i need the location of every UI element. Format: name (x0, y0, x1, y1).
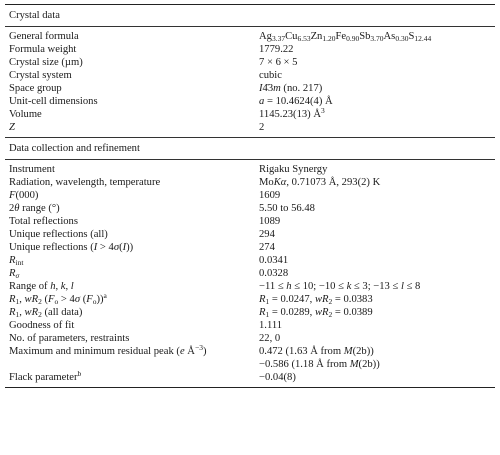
table-row (5, 345, 495, 358)
section-heading-crystal-data (5, 5, 495, 26)
table-row (5, 69, 495, 82)
space-group-value: I4̄3m (no. 217) (259, 83, 323, 94)
row-value: 2 (259, 122, 265, 133)
row-label: $R_{int}$ (9, 255, 24, 267)
crystal-data-heading: Crystal data (9, 10, 60, 21)
row-value: 1779.22 (259, 44, 294, 55)
table-row (5, 163, 495, 176)
row-label: Volume (9, 109, 42, 120)
residual-peak-max-value: 0.472 (1.63 Å from M(2b)) (259, 346, 374, 357)
table-row (5, 215, 495, 228)
row-value: 294 (259, 229, 275, 240)
row-label: Range of h, k, l (9, 281, 74, 292)
table-row (5, 176, 495, 189)
row-value: 1609 (259, 190, 281, 201)
row-label: Unit-cell dimensions (9, 96, 98, 107)
table-row (5, 267, 495, 280)
table-row (5, 254, 495, 267)
general-formula-value: $Ag_{3.37}Cu_{6.53}Zn_{1.20}Fe_{0.90}Sb_{3.70}As_{0.30}S_{12.44}$ (259, 31, 432, 43)
table-row (5, 228, 495, 241)
row-label: 2θ range (°) (9, 203, 60, 214)
bottom-rule (5, 387, 495, 388)
row-value: 5.50 to 56.48 (259, 203, 315, 214)
row-value: 1.111 (259, 320, 283, 331)
row-value: cubic (259, 70, 282, 81)
table-row (5, 306, 495, 319)
volume-value: 1145.23(13) $Å^3$ (259, 106, 325, 120)
radiation-value: MoKα, 0.71073 Å, 293(2) K (259, 177, 381, 188)
row-value: 1089 (259, 216, 281, 227)
table-row (5, 241, 495, 254)
residual-peak-min-value: −0.586 (1.18 Å from M(2b)) (259, 359, 380, 370)
r-value: $R_1 = 0.0247$, $wR_2 = 0.0383$ (259, 294, 373, 306)
row-label: No. of parameters, restraints (9, 333, 130, 344)
row-label: Z (9, 122, 15, 133)
row-label: Goodness of fit (9, 320, 75, 331)
row-label: Radiation, wavelength, temperature (9, 177, 161, 188)
row-label: Flack parameter$^b$ (9, 369, 82, 383)
row-label: Total reflections (9, 216, 78, 227)
section-heading-data-collection (5, 138, 495, 159)
row-value: 274 (259, 242, 275, 253)
row-label: Formula weight (9, 44, 77, 55)
table-row (5, 189, 495, 202)
table-row (5, 56, 495, 69)
row-label: Instrument (9, 164, 55, 175)
table-row (5, 332, 495, 345)
table-row (5, 202, 495, 215)
table-row (5, 43, 495, 56)
row-label: Unique reflections (all) (9, 229, 108, 240)
row-label: $R_1$, $wR_2$ ($F_o > 4\sigma$ $(F_o))^a$ (9, 291, 107, 306)
table-row (5, 95, 495, 108)
unit-cell-value: a = 10.4624(4) Å (259, 96, 333, 107)
row-value: 0.0341 (259, 255, 289, 266)
row-value: 7 × 6 × 5 (259, 57, 298, 68)
data-collection-heading: Data collection and refinement (9, 143, 140, 154)
table-row (5, 30, 495, 43)
table-row (5, 121, 495, 134)
table-row (5, 82, 495, 95)
row-value: Rigaku Synergy (259, 164, 328, 175)
table-row (5, 280, 495, 293)
row-value: −0.04(8) (259, 372, 296, 383)
crystal-data-table (5, 4, 495, 388)
row-value: 0.0328 (259, 268, 289, 279)
table-row (5, 108, 495, 121)
row-label: Maximum and minimum residual peak (e $Å^{-3}$) (9, 343, 207, 357)
row-label: Space group (9, 83, 62, 94)
row-label: $R_1$, $wR_2$ (all data) (9, 307, 83, 319)
table-row (5, 319, 495, 332)
row-label: $R_\sigma$ (9, 268, 20, 280)
row-value: 22, 0 (259, 333, 281, 344)
table-row (5, 371, 495, 384)
row-label: Crystal size (µm) (9, 57, 83, 68)
row-label: General formula (9, 31, 79, 42)
row-label: F(000) (9, 190, 39, 201)
row-label: Crystal system (9, 70, 72, 81)
range-value: −11 ≤ h ≤ 10; −10 ≤ k ≤ 3; −13 ≤ l ≤ 8 (259, 281, 421, 292)
table-row (5, 293, 495, 306)
r-value: $R_1 = 0.0289$, $wR_2 = 0.0389$ (259, 307, 373, 319)
row-label: Unique reflections (I > 4σ(I)) (9, 242, 134, 253)
